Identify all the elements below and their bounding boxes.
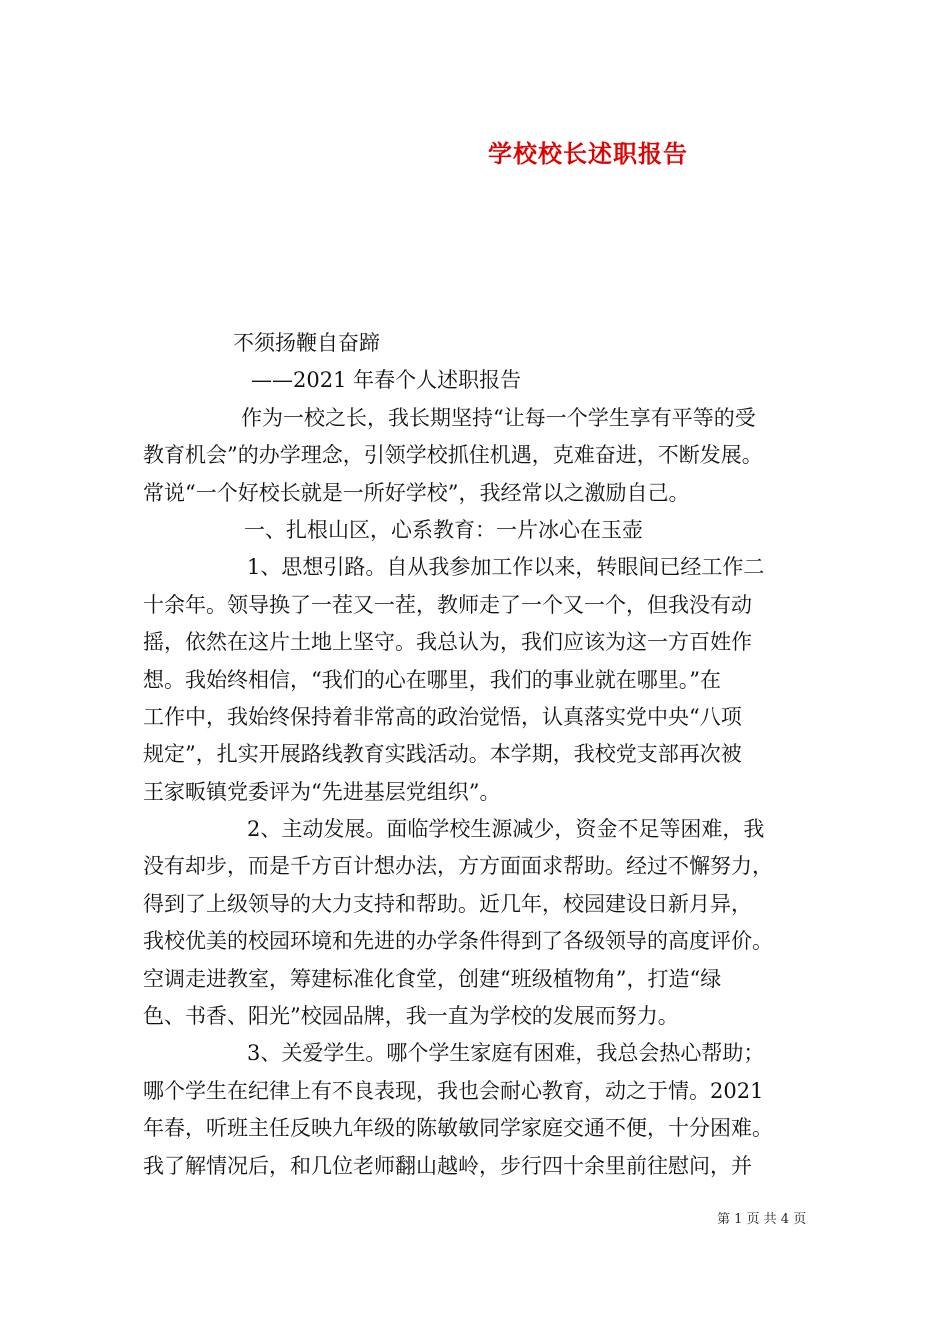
paragraph-line: 年春，听班主任反映九年级的陈敏敏同学家庭交通不便，十分困难。 bbox=[143, 1116, 773, 1141]
page-number-footer: 第 1 页 共 4 页 bbox=[717, 1212, 807, 1227]
paragraph-line: 教育机会”的办学理念，引领学校抓住机遇，克难奋进，不断发展。 bbox=[143, 443, 763, 468]
document-title: 学校校长述职报告 bbox=[488, 139, 688, 168]
paragraph-line: 我了解情况后，和几位老师翻山越岭，步行四十余里前往慰问，并 bbox=[143, 1153, 752, 1178]
paragraph-line: 哪个学生在纪律上有不良表现，我也会耐心教育，动之于情。2021 bbox=[143, 1078, 764, 1103]
paragraph-line: 得到了上级领导的大力支持和帮助。近几年，校园建设日新月异， bbox=[143, 891, 752, 916]
paragraph-line: 想。我始终相信，“我们的心在哪里，我们的事业就在哪里。”在 bbox=[143, 667, 721, 692]
paragraph-line: 摇，依然在这片土地上坚守。我总认为，我们应该为这一方百姓作 bbox=[143, 630, 752, 655]
paragraph-line: 色、书香、阳光”校园品牌，我一直为学校的发展而努力。 bbox=[143, 1004, 679, 1029]
subtitle-line: 不须扬鞭自奋蹄 bbox=[233, 331, 380, 355]
paragraph-line: 工作中，我始终保持着非常高的政治觉悟，认真落实党中央“八项 bbox=[143, 704, 742, 729]
document-body bbox=[143, 325, 823, 1185]
paragraph-line: 常说“一个好校长就是一所好学校”，我经常以之激励自己。 bbox=[143, 480, 690, 505]
paragraph-line: 空调走进教室，筹建标准化食堂，创建“班级植物角”，打造“绿 bbox=[143, 966, 722, 991]
paragraph-line: 我校优美的校园环境和先进的办学条件得到了各级领导的高度评价。 bbox=[143, 929, 773, 954]
paragraph-line: 2、主动发展。面临学校生源减少，资金不足等困难，我 bbox=[247, 817, 765, 842]
section-heading: 一、扎根山区，心系教育：一片冰心在玉壶 bbox=[244, 517, 643, 542]
paragraph-line: 十余年。领导换了一茬又一茬，教师走了一个又一个，但我没有动 bbox=[143, 592, 752, 617]
paragraph-line: 1、思想引路。自从我参加工作以来，转眼间已经工作二 bbox=[247, 555, 765, 580]
paragraph-line: 作为一校之长，我长期坚持“让每一个学生享有平等的受 bbox=[241, 405, 756, 430]
subtitle-line: ——2021 年春个人述职报告 bbox=[251, 368, 522, 393]
paragraph-line: 没有却步，而是千方百计想办法，方方面面求帮助。经过不懈努力， bbox=[143, 854, 773, 879]
paragraph-line: 规定”，扎实开展路线教育实践活动。本学期，我校党支部再次被 bbox=[143, 742, 742, 767]
paragraph-line: 3、关爱学生。哪个学生家庭有困难，我总会热心帮助； bbox=[247, 1041, 765, 1066]
paragraph-line: 王家畈镇党委评为“先进基层党组织”。 bbox=[143, 779, 501, 804]
